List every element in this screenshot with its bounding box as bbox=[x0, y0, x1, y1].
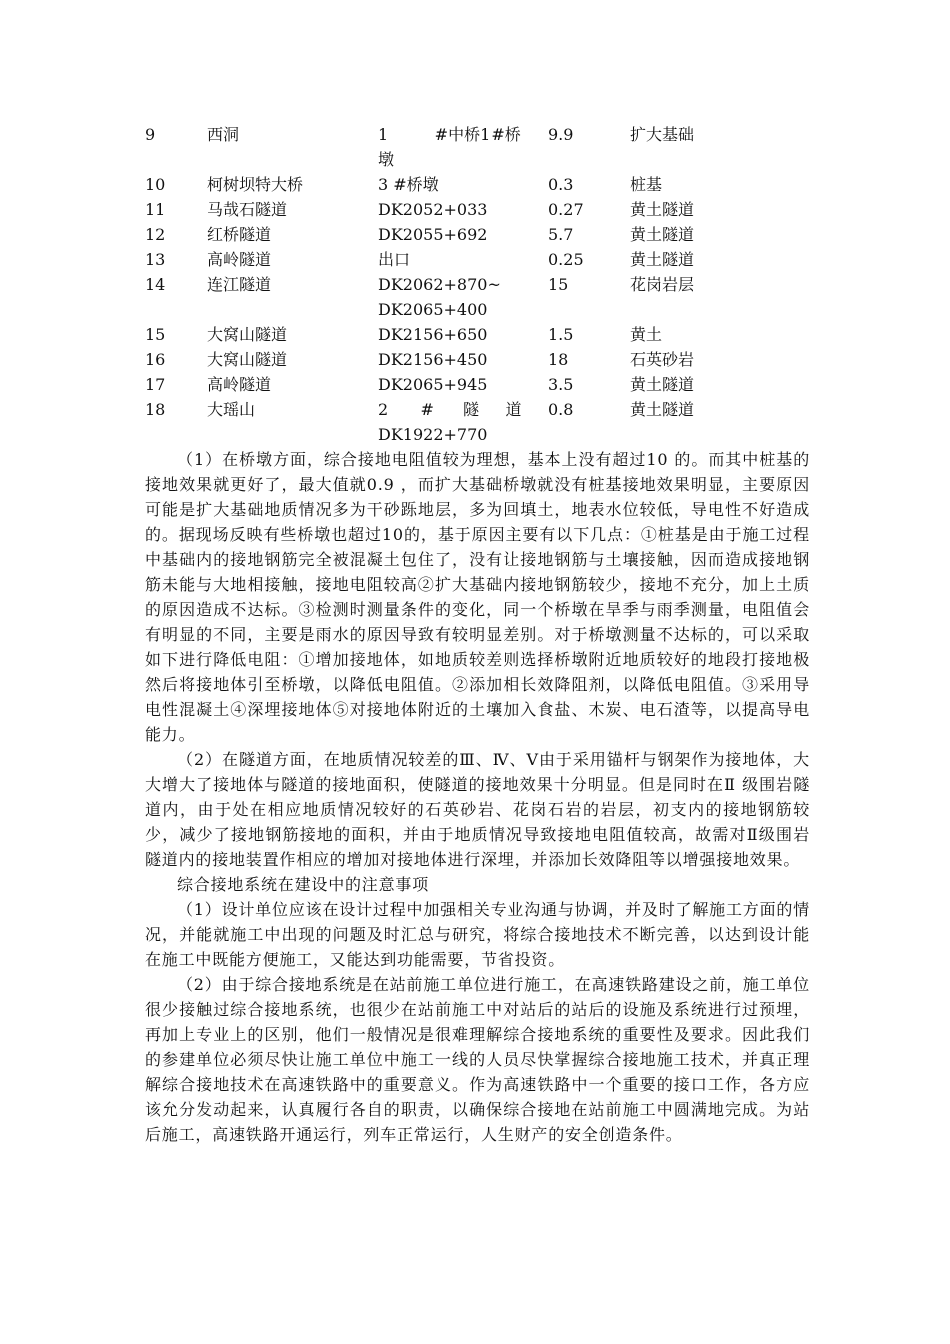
row-number: 17 bbox=[145, 375, 166, 394]
location-part: 出口 bbox=[378, 250, 411, 269]
location-part: #中桥1 bbox=[434, 125, 491, 144]
paragraph-bridge-piers: （1）在桥墩方面，综合接地电阻值较为理想，基本上没有超过10 的。而其中桩基的接地效果就更好了，最大值就0.9 ，而扩大基础桥墩就没有桩基接地效果明显，主要原因可能是扩大基础地质情况多为干砂跞地层，多为回填土，地表水位较低，导电性不好造成的。据现场反映有些桥墩也超过10的，基于原因主要有以下几点：①桩基是由于施工过程中基础内的接地钢筋完全被混凝土包住了，没有让接地钢筋与土壤接触，因而造成接地钢筋未能与大地相接触，接地电阻较高②扩大基础内接地钢筋较少，接地不充分，加上土质的原因造成不达标。③检测时测量条件的变化，同一个桥墩在旱季与雨季测量，电阻值会有明显的不同，主要是雨水的原因导致有较明显差别。对于桥墩测量不达标的，可以采取如下进行降低电阻：①增加接地体，如地质较差则选择桥墩附近地质较好的地段打接地极然后将接地体引至桥墩，以降低电阻值。②添加相长效降阻剂，以降低电阻值。③采用导电性混凝土④深埋接地体⑤对接地体附近的土壤加入食盐、木炭、电石渣等，以提高导电能力。 bbox=[145, 450, 810, 744]
resistance-value: 9.9 bbox=[548, 125, 574, 144]
foundation-type: 黄土 bbox=[630, 325, 663, 344]
site-location bbox=[378, 122, 548, 147]
location-part: 3 #桥墩 bbox=[378, 175, 439, 194]
resistance-value: 0.27 bbox=[548, 200, 584, 219]
location-part: DK2052+033 bbox=[378, 200, 488, 219]
table-row-continuation bbox=[145, 422, 810, 447]
site-name: 柯树坝特大桥 bbox=[207, 175, 304, 194]
site-location-continued: DK1922+770 bbox=[378, 425, 488, 444]
location-part: 2 bbox=[378, 400, 389, 419]
site-name: 连江隧道 bbox=[207, 275, 272, 294]
resistance-value: 15 bbox=[548, 275, 569, 294]
location-part: ~ bbox=[487, 275, 501, 294]
table-row bbox=[145, 222, 810, 247]
site-location bbox=[378, 272, 548, 297]
paragraph-construction-unit: （2）由于综合接地系统是在站前施工单位进行施工，在高速铁路建设之前，施工单位很少接触过综合接地系统，也很少在站前施工中对站后的站后的设施及系统进行过预埋，再加上专业上的区别，他们一般情况是很难理解综合接地系统的重要性及要求。因此我们的参建单位必须尽快让施工单位中施工一线的人员尽快掌握综合接地施工技术，并真正理解综合接地技术在高速铁路中的重要意义。作为高速铁路中一个重要的接口工作，各方应该允分发动起来，认真履行各自的职责，以确保综合接地在站前施工中圆满地完成。为站后施工，高速铁路开通运行，列车正常运行，人生财产的安全创造条件。 bbox=[145, 975, 810, 1144]
location-part: DK2062+870 bbox=[378, 275, 488, 294]
resistance-value: 0.8 bbox=[548, 400, 574, 419]
row-number: 18 bbox=[145, 400, 166, 419]
location-part: 道 bbox=[505, 400, 522, 419]
table-row-continuation bbox=[145, 147, 810, 172]
document-page bbox=[145, 122, 810, 1147]
resistance-value: 0.3 bbox=[548, 175, 574, 194]
resistance-value: 1.5 bbox=[548, 325, 574, 344]
foundation-type: 黄土隧道 bbox=[630, 250, 695, 269]
site-name: 马哉石隧道 bbox=[207, 200, 288, 219]
site-name: 高岭隧道 bbox=[207, 375, 272, 394]
paragraph-design-unit: （1）设计单位应该在设计过程中加强相关专业沟通与协调，并及时了解施工方面的情况，并能就施工中出现的问题及时汇总与研究，将综合接地技术不断完善，以达到设计能在施工中既能方便施工，又能达到功能需要，节省投资。 bbox=[145, 900, 810, 969]
site-name: 大窝山隧道 bbox=[207, 325, 288, 344]
table-row bbox=[145, 122, 810, 147]
table-row bbox=[145, 397, 810, 422]
row-number: 9 bbox=[145, 125, 156, 144]
table-row-continuation bbox=[145, 297, 810, 322]
site-name: 高岭隧道 bbox=[207, 250, 272, 269]
table-row bbox=[145, 272, 810, 297]
foundation-type: 黄土隧道 bbox=[630, 200, 695, 219]
table-row bbox=[145, 347, 810, 372]
row-number: 15 bbox=[145, 325, 166, 344]
resistance-value: 3.5 bbox=[548, 375, 574, 394]
site-name: 大瑶山 bbox=[207, 400, 256, 419]
location-part: DK2156+450 bbox=[378, 350, 488, 369]
site-name: 红桥隧道 bbox=[207, 225, 272, 244]
row-number: 11 bbox=[145, 200, 166, 219]
site-name: 大窝山隧道 bbox=[207, 350, 288, 369]
foundation-type: 扩大基础 bbox=[630, 125, 695, 144]
foundation-type: 石英砂岩 bbox=[630, 350, 695, 369]
location-part: # bbox=[420, 400, 434, 419]
foundation-type: 黄土隧道 bbox=[630, 225, 695, 244]
table-row bbox=[145, 372, 810, 397]
foundation-type: 黄土隧道 bbox=[630, 375, 695, 394]
row-number: 14 bbox=[145, 275, 166, 294]
foundation-type: 花岗岩层 bbox=[630, 275, 695, 294]
table-row bbox=[145, 247, 810, 272]
site-location bbox=[378, 397, 548, 422]
site-location bbox=[378, 172, 548, 197]
site-location bbox=[378, 222, 548, 247]
resistance-value: 5.7 bbox=[548, 225, 574, 244]
row-number: 10 bbox=[145, 175, 166, 194]
location-part: DK2156+650 bbox=[378, 325, 488, 344]
location-part: 1 bbox=[378, 125, 389, 144]
site-location bbox=[378, 322, 548, 347]
foundation-type: 桩基 bbox=[630, 175, 663, 194]
table-row bbox=[145, 322, 810, 347]
section-heading: 综合接地系统在建设中的注意事项 bbox=[177, 875, 430, 894]
resistance-value: 18 bbox=[548, 350, 569, 369]
data-table bbox=[145, 122, 810, 447]
table-row bbox=[145, 197, 810, 222]
site-location-continued: 墩 bbox=[378, 150, 395, 169]
resistance-value: 0.25 bbox=[548, 250, 584, 269]
site-location bbox=[378, 347, 548, 372]
location-part: DK2065+945 bbox=[378, 375, 488, 394]
location-part: DK2055+692 bbox=[378, 225, 488, 244]
table-row bbox=[145, 172, 810, 197]
location-part: 隧 bbox=[463, 400, 480, 419]
site-location bbox=[378, 247, 548, 272]
row-number: 16 bbox=[145, 350, 166, 369]
paragraph-tunnels: （2）在隧道方面，在地质情况较差的Ⅲ、Ⅳ、Ⅴ由于采用锚杆与钢架作为接地体，大大增大了接地体与隧道的接地面积，使隧道的接地效果十分明显。但是同时在Ⅱ 级围岩隧道内，由于处在相应地质情况较好的石英砂岩、花岗石岩的岩层，初支内的接地钢筋较少，减少了接地钢筋接地的面积，并由于地质情况导致接地电阻值较高，故需对Ⅱ级围岩隧道内的接地装置作相应的增加对接地体进行深埋，并添加长效降阻等以增强接地效果。 bbox=[145, 750, 810, 869]
site-location-continued: DK2065+400 bbox=[378, 300, 488, 319]
row-number: 12 bbox=[145, 225, 166, 244]
foundation-type: 黄土隧道 bbox=[630, 400, 695, 419]
site-location bbox=[378, 372, 548, 397]
site-name: 西洞 bbox=[207, 125, 240, 144]
site-location bbox=[378, 197, 548, 222]
row-number: 13 bbox=[145, 250, 166, 269]
location-part: #桥 bbox=[491, 125, 521, 144]
